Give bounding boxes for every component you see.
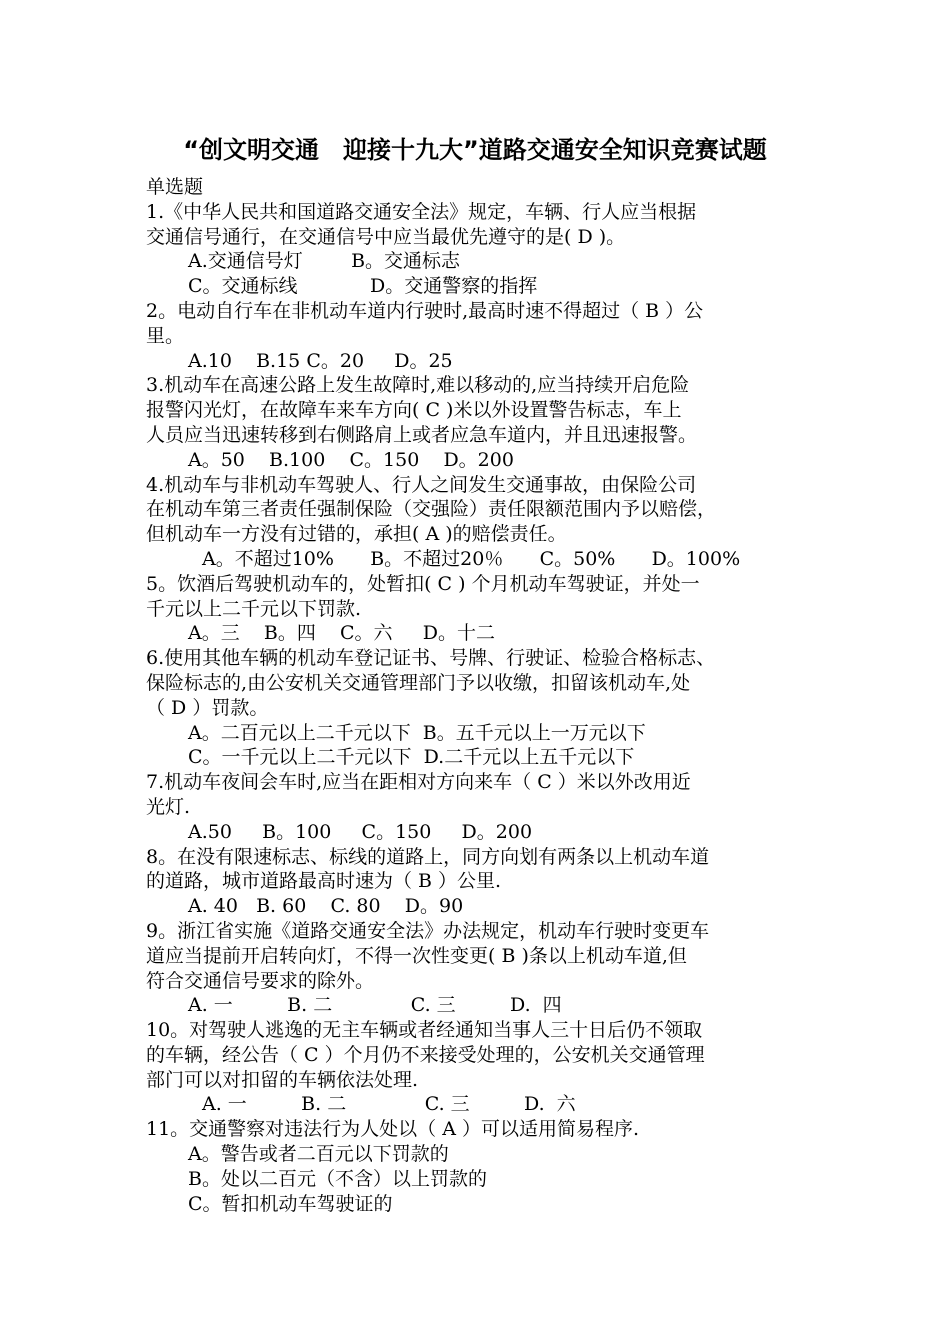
text-line: 报警闪光灯，在故障车来车方向( C )米以外设置警告标志，车上 bbox=[146, 399, 682, 422]
text-line: 单选题 bbox=[146, 176, 204, 198]
text-line: 里。 bbox=[146, 324, 185, 347]
text-line: 千元以上二千元以下罚款. bbox=[146, 597, 362, 620]
text-line: 道应当提前开启转向灯，不得一次性变更( B )条以上机动车道,但 bbox=[146, 944, 687, 967]
option-line: A.10 B.15 C。20 D。25 bbox=[188, 349, 453, 372]
text-line: 2。电动自行车在非机动车道内行驶时,最高时速不得超过（ B ）公 bbox=[146, 299, 704, 322]
option-line: A。不超过10% B。不超过20％ C。50% D。100% bbox=[202, 547, 741, 570]
text-line: 7.机动车夜间会车时,应当在距相对方向来车（ C ）米以外改用近 bbox=[146, 771, 691, 794]
document-title: “创文明交通 迎接十九大”道路交通安全知识竞赛试题 bbox=[183, 136, 767, 164]
option-line: A. 40 B. 60 C. 80 D。90 bbox=[188, 895, 464, 918]
option-line: A。三 B。四 C。六 D。十二 bbox=[188, 622, 495, 645]
text-line: 部门可以对扣留的车辆依法处理. bbox=[146, 1068, 419, 1091]
text-line: 6.使用其他车辆的机动车登记证书、号牌、行驶证、检验合格标志、 bbox=[146, 647, 716, 670]
text-line: 保险标志的,由公安机关交通管理部门予以收缴，扣留该机动车,处 bbox=[146, 671, 691, 694]
option-line: A。二百元以上二千元以下 B。五千元以上一万元以下 bbox=[188, 721, 646, 744]
text-line: 的车辆，经公告（ C ）个月仍不来接受处理的，公安机关交通管理 bbox=[146, 1043, 705, 1066]
text-line: 光灯. bbox=[146, 795, 191, 818]
text-line: 符合交通信号要求的除外。 bbox=[146, 969, 375, 992]
text-line: 3.机动车在高速公路上发生故障时,难以移动的,应当持续开启危险 bbox=[146, 374, 690, 397]
option-line: A.50 B。100 C。150 D。200 bbox=[188, 820, 533, 843]
text-line: 人员应当迅速转移到右侧路肩上或者应急车道内，并且迅速报警。 bbox=[146, 423, 698, 446]
text-line: 11。交通警察对违法行为人处以（ A ）可以适用简易程序. bbox=[146, 1118, 640, 1141]
option-line: C。交通标线 D。交通警察的指挥 bbox=[188, 275, 538, 298]
option-line: C。一千元以上二千元以下 D.二千元以上五千元以下 bbox=[188, 746, 635, 769]
option-line: A。警告或者二百元以下罚款的 bbox=[188, 1143, 449, 1166]
text-line: 5。饮酒后驾驶机动车的，处暂扣( C ) 个月机动车驾驶证，并处一 bbox=[146, 572, 700, 595]
text-line: 9。浙江省实施《道路交通安全法》办法规定，机动车行驶时变更车 bbox=[146, 919, 710, 942]
option-line: A。50 B.100 C。150 D。200 bbox=[188, 448, 514, 471]
text-line: （ D ）罚款。 bbox=[146, 696, 269, 719]
option-line: B。处以二百元（不含）以上罚款的 bbox=[188, 1167, 487, 1190]
text-line: 1.《中华人民共和国道路交通安全法》规定，车辆、行人应当根据 bbox=[146, 200, 697, 223]
text-line: 交通信号通行，在交通信号中应当最优先遵守的是( D )。 bbox=[146, 225, 626, 248]
text-line: 在机动车第三者责任强制保险（交强险）责任限额范围内予以赔偿， bbox=[146, 498, 717, 521]
text-line: 但机动车一方没有过错的，承担( A )的赔偿责任。 bbox=[146, 523, 567, 546]
option-line: C。暂扣机动车驾驶证的 bbox=[188, 1192, 393, 1215]
document-body bbox=[146, 175, 826, 1216]
text-line: 8。在没有限速标志、标线的道路上，同方向划有两条以上机动车道 bbox=[146, 845, 710, 868]
text-line: 的道路，城市道路最高时速为（ B ）公里. bbox=[146, 870, 502, 893]
option-line: A.交通信号灯 B。交通标志 bbox=[188, 250, 461, 273]
text-line: 10。对驾驶人逃逸的无主车辆或者经通知当事人三十日后仍不领取 bbox=[146, 1019, 703, 1042]
option-line: A. 一 B. 二 C. 三 D. 四 bbox=[188, 994, 562, 1017]
option-line: A. 一 B. 二 C. 三 D. 六 bbox=[202, 1093, 576, 1116]
text-line: 4.机动车与非机动车驾驶人、行人之间发生交通事故，由保险公司 bbox=[146, 473, 697, 496]
